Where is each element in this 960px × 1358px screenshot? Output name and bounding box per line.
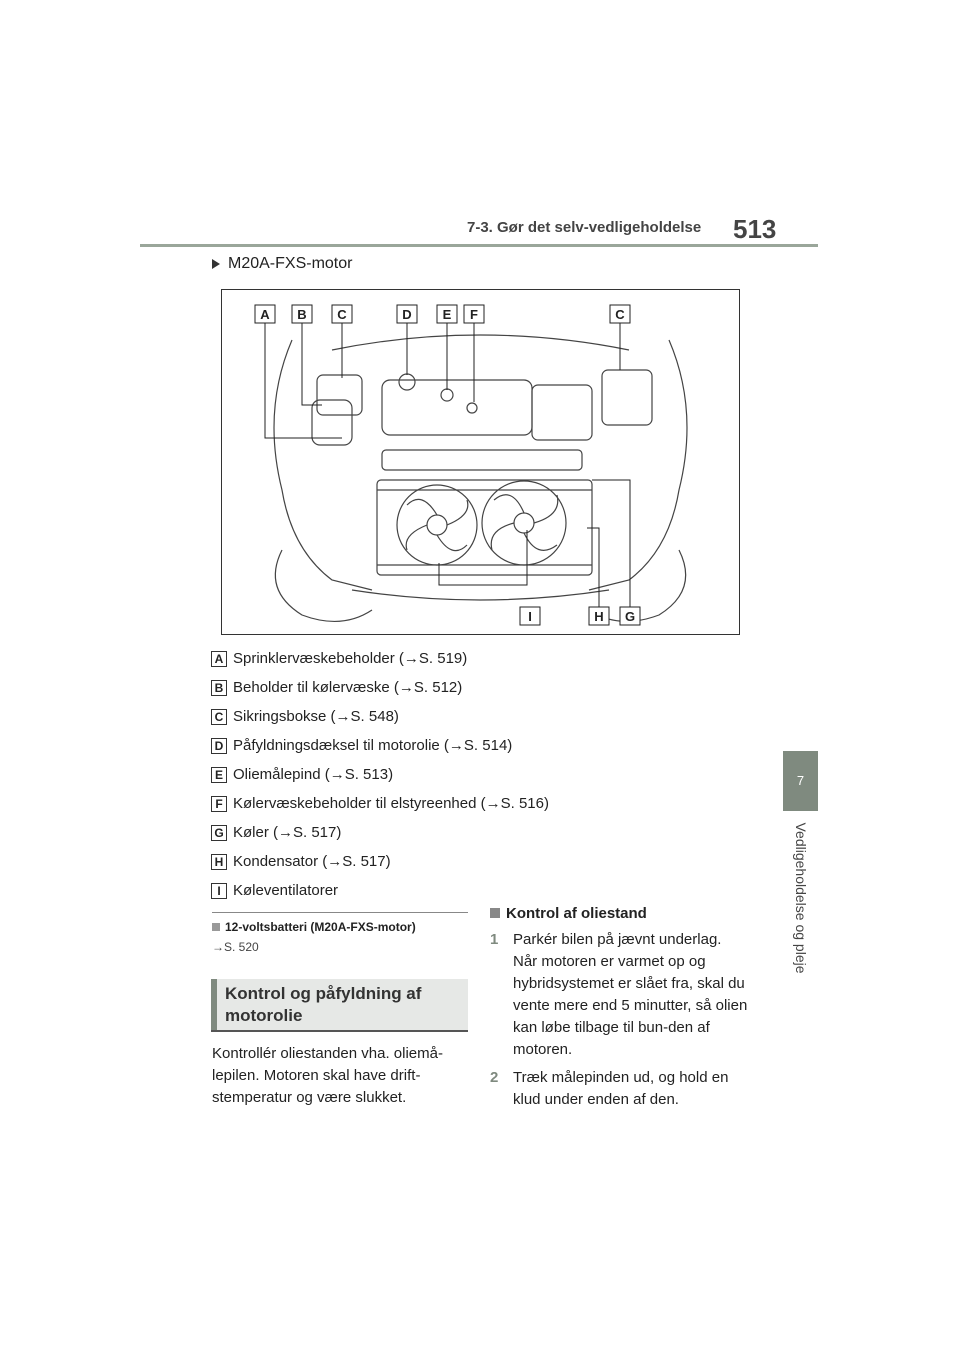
header-rule [140,244,818,247]
page-number: 513 [733,214,777,244]
callout-h: H [594,609,604,624]
callout-f: F [470,307,478,322]
callout-b: B [297,307,307,322]
step-number: 1 [490,931,499,948]
oil-check-heading [490,905,647,922]
square-bullet-icon [212,923,220,931]
legend-letter: C [211,709,227,725]
legend-item [211,789,731,818]
legend-item [211,702,731,731]
legend-item [211,673,731,702]
step-item [490,929,750,1061]
callout-d: D [402,307,412,322]
triangle-bullet-icon [212,259,220,269]
oil-check-heading-text: Kontrol af oliestand [506,905,647,922]
callout-c-right: C [615,307,625,322]
legend-text: Oliemålepind (→S. 513) [233,766,394,783]
engine-title [212,255,352,273]
section-box-title: Kontrol og påfyldning af motorolie [225,984,422,1025]
section-box [211,979,468,1032]
callout-i: I [528,609,532,624]
step-text: Parkér bilen på jævnt underlag. Når motoren er varmet op og hybridsystemet er slået fra, skal du vente mere end 5 minutter, så olien kan løbe tilbage til bun-den af motoren. [513,931,748,1058]
legend-item [211,644,731,673]
chapter-tab: 7 [783,751,818,811]
battery-note-reference: →S. 520 [212,940,259,954]
legend-item [211,876,731,905]
legend-text: Sprinklervæskebeholder (→S. 519) [233,650,468,667]
callout-c-left: C [337,307,347,322]
chapter-title-text: Vedligeholdelse og pleje [793,822,809,974]
battery-note-heading [212,920,416,934]
legend-letter: D [211,738,227,754]
intro-paragraph: Kontrollér oliestanden vha. oliemå-lepilen. Motoren skal have drift-stemperatur og være slukket. [212,1045,443,1106]
legend-text: Kondensator (→S. 517) [233,853,391,870]
legend-letter: B [211,680,227,696]
legend-text: Kølervæskebeholder til elstyreenhed (→S. 516) [233,795,549,812]
engine-bay-figure [221,289,740,635]
legend-text: Køleventilatorer [233,882,339,899]
note-rule [212,912,468,913]
step-text: Træk målepinden ud, og hold en klud under enden af den. [513,1069,729,1108]
battery-note-heading-text: 12-voltsbatteri (M20A-FXS-motor) [225,920,416,934]
engine-bay-illustration [222,290,739,634]
legend-letter: E [211,767,227,783]
step-number: 2 [490,1069,499,1086]
legend-text: Beholder til kølervæske (→S. 512) [233,679,463,696]
legend-item [211,760,731,789]
legend-letter: F [211,796,227,812]
callout-e: E [442,307,452,322]
legend-item [211,818,731,847]
callout-a: A [260,307,270,322]
legend-text: Sikringsbokse (→S. 548) [233,708,399,725]
engine-title-text: M20A-FXS-motor [228,255,353,272]
square-bullet-icon [490,908,500,918]
section-box-bar [211,979,217,1030]
legend-letter: H [211,854,227,870]
legend-list [211,644,731,905]
legend-letter: G [211,825,227,841]
legend-letter: I [211,883,227,899]
step-item [490,1067,750,1113]
callout-g: G [624,609,636,624]
legend-item [211,847,731,876]
legend-text: Påfyldningsdæksel til motorolie (→S. 514) [233,737,513,754]
chapter-title [756,820,846,980]
section-title: 7-3. Gør det selv-vedligeholdelse [467,219,702,236]
legend-letter: A [211,651,227,667]
legend-item [211,731,731,760]
legend-text: Køler (→S. 517) [233,824,342,841]
